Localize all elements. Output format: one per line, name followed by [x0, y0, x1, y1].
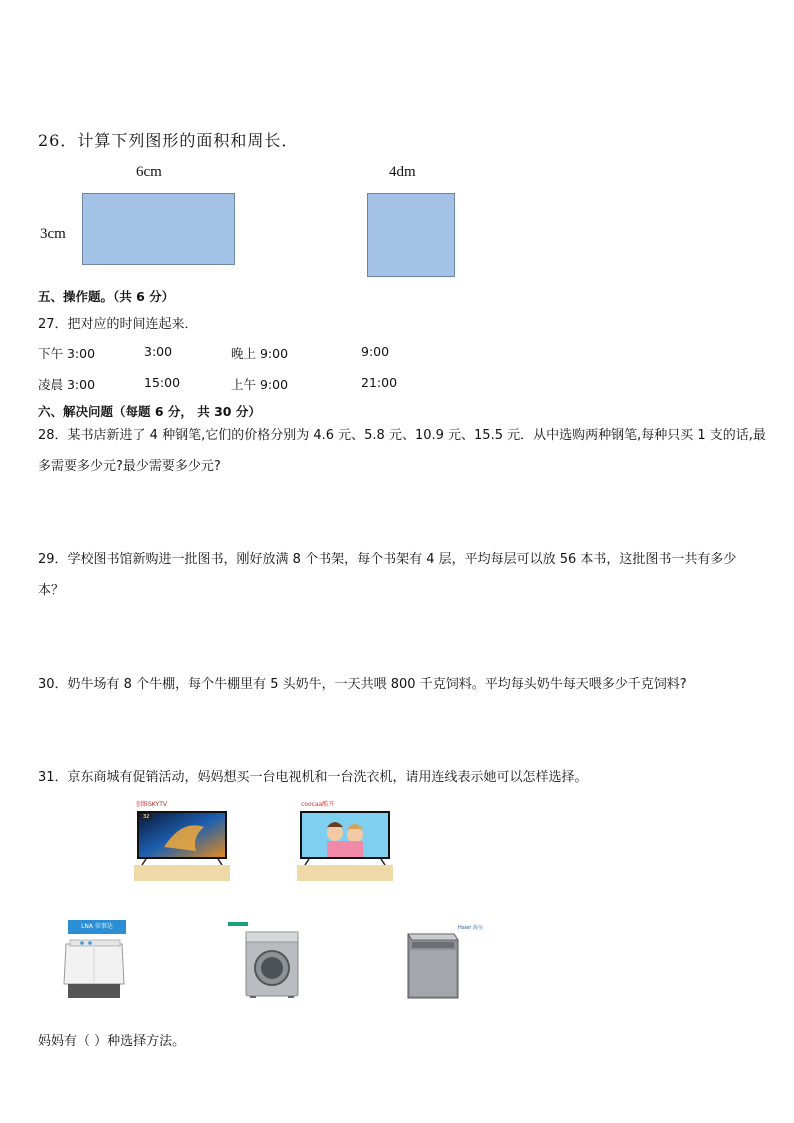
washer-option-1: [60, 918, 130, 1004]
section-6-heading: 六、解决问题（每题 6 分， 共 30 分）: [38, 404, 261, 419]
washing-machine-icon: [228, 928, 302, 1002]
time-item: 凌晨 3:00: [38, 377, 96, 392]
washing-machine-icon: [60, 934, 130, 1004]
time-item: 上午 9:00: [231, 377, 289, 392]
washer1-logo: LNA 荣事达: [68, 920, 126, 934]
square-side-label: 4dm: [389, 164, 416, 180]
time-item: 3:00: [144, 344, 173, 359]
washer-option-2: [228, 920, 302, 1002]
tv1-brand: 创维SKYTV: [136, 801, 167, 808]
tv2-promo-banner: [297, 865, 393, 881]
q27-prompt: 27．把对应的时间连起来．: [38, 317, 198, 332]
q31-text: 31．京东商城有促销活动，妈妈想买一台电视机和一台洗衣机，请用连线表示她可以怎样选择。: [38, 770, 588, 785]
q28-text: 28．某书店新进了 4 种钢笔,它们的价格分别为 4.6 元、5.8 元、10.9 元、15.5 元．从中选购两种钢笔,每种只买 1 支的话,最多需要多少元?最少需要多少元?: [38, 428, 766, 474]
washer2-logo: [228, 922, 248, 926]
time-item: 9:00: [361, 344, 390, 359]
washer3-brand: Haier 海尔: [458, 925, 483, 931]
time-item: 下午 3:00: [38, 346, 96, 361]
time-item: 15:00: [144, 375, 181, 390]
tv-option-1: [134, 799, 230, 883]
tv1-promo-banner: [134, 865, 230, 881]
q26-prompt: 26．计算下列图形的面积和周长．: [38, 131, 299, 150]
washing-machine-icon: [404, 928, 480, 1004]
rect-width-label: 6cm: [136, 164, 162, 180]
tv-option-2: [297, 799, 393, 883]
q30-text: 30．奶牛场有 8 个牛棚，每个牛棚里有 5 头奶牛，一天共喂 800 千克饲料。平均每头奶牛每天喂多少千克饲料?: [38, 677, 687, 692]
time-item: 晚上 9:00: [231, 346, 289, 361]
section-5-heading: 五、操作题。（共 6 分）: [38, 289, 175, 304]
washer-option-3: [404, 924, 483, 1004]
square-shape: [367, 193, 455, 277]
tv1-size-badge: 32: [143, 814, 150, 820]
rect-height-label: 3cm: [40, 226, 66, 242]
q31-answer-line: 妈妈有（ ）种选择方法。: [38, 1034, 186, 1049]
rectangle-shape: [82, 193, 235, 265]
q29-text: 29．学校图书馆新购进一批图书，刚好放满 8 个书架，每个书架有 4 层，平均每层可以放 56 本书，这批图书一共有多少本？: [38, 552, 737, 598]
time-item: 21:00: [361, 375, 398, 390]
tv2-brand: coocaa酷开: [301, 801, 335, 808]
tv-icon: [297, 807, 393, 873]
